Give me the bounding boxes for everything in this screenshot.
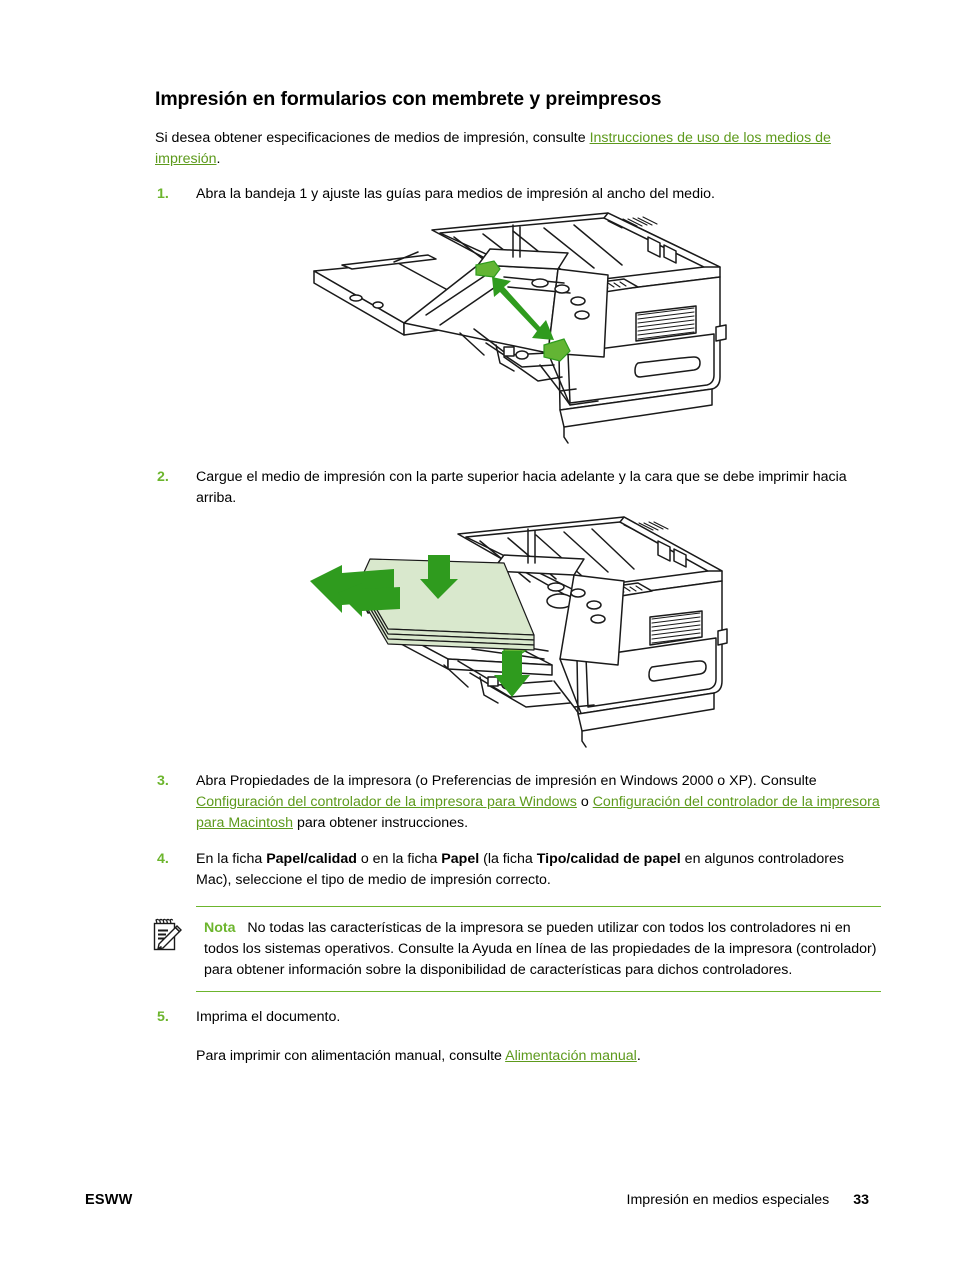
step-5-extra (196, 1046, 881, 1067)
note-callout (196, 906, 881, 992)
step-2 (155, 467, 881, 509)
step-4-number: 4. (157, 851, 169, 868)
step-5-number: 5. (157, 1009, 169, 1026)
step-1-text: Abra la bandeja 1 y ajuste las guías para medios de impresión al ancho del medio. (196, 186, 715, 203)
step-4-text-4: en algunos controladores Mac), seleccione el tipo de medio de impresión correcto. (196, 851, 845, 889)
spacer (196, 1028, 881, 1046)
page-content (155, 88, 881, 1067)
step-5-text: Imprima el documento. (196, 1009, 341, 1026)
note-pad-pencil-icon (152, 918, 184, 952)
figure-printer-tray1-open (155, 205, 881, 467)
note-label: Nota (204, 920, 236, 937)
step-4-text-3: (la ficha (479, 851, 537, 868)
step-3-text (196, 771, 881, 834)
note-text (196, 918, 881, 981)
footer-section (627, 1192, 869, 1208)
link-alimentacion-manual[interactable]: Alimentación manual (505, 1048, 637, 1065)
step-2-number: 2. (157, 469, 169, 486)
spacer (155, 891, 881, 906)
note-body: No todas las características de la impresora se pueden utilizar con todos los controladores ni en todos los sistemas operativos. Consulte la Ayuda en línea de las propiedades de la impresora (controlador) para obtener información sobre la disponibilidad de características para dichos controladores. (204, 920, 877, 979)
step-5 (155, 1007, 881, 1067)
step-4-bold-tipo-calidad-papel: Tipo/calidad de papel (536, 851, 681, 868)
step-4-bold-papel: Papel (441, 851, 480, 868)
step-2-text: Cargue el medio de impresión con la parte superior hacia adelante y la cara que se debe imprimir hacia arriba. (196, 469, 847, 507)
spacer (155, 992, 881, 1007)
steps-list (155, 184, 881, 1067)
footer-section-title: Impresión en medios especiales (626, 1192, 830, 1208)
step-5-extra-after: . (636, 1048, 641, 1065)
link-instrucciones-medios[interactable]: Instrucciones de uso de los medios de impresión (155, 130, 831, 168)
step-4-text (196, 849, 881, 891)
step-3-text-2: o (576, 794, 593, 811)
step-3 (155, 771, 881, 834)
page-footer (0, 1192, 954, 1214)
footer-page-number: 33 (853, 1192, 869, 1208)
page-title: Impresión en formularios con membrete y preimpresos (155, 88, 662, 110)
step-1-number: 1. (157, 186, 169, 203)
step-4-text-1: En la ficha (196, 851, 267, 868)
step-3-number: 3. (157, 773, 169, 790)
step-3-text-1: Abra Propiedades de la impresora (o Preferencias de impresión en Windows 2000 o XP). Consulte (196, 773, 817, 790)
figure-printer-load-media (155, 509, 881, 771)
link-config-controlador-macintosh[interactable]: Configuración del controlador de la impresora para Macintosh (196, 794, 880, 832)
step-4-bold-papel-calidad: Papel/calidad (266, 851, 357, 868)
step-4 (155, 849, 881, 891)
step-1 (155, 184, 881, 205)
step-4-text-2: o en la ficha (356, 851, 442, 868)
spacer (155, 834, 881, 849)
step-5-extra-before: Para imprimir con alimentación manual, consulte (196, 1048, 506, 1065)
link-config-controlador-windows[interactable]: Configuración del controlador de la impresora para Windows (196, 794, 577, 811)
intro-text-after: . (216, 151, 221, 168)
intro-text-before: Si desea obtener especificaciones de medios de impresión, consulte (155, 130, 590, 147)
footer-locale: ESWW (85, 1192, 133, 1208)
intro-paragraph (155, 128, 881, 170)
step-3-text-3: para obtener instrucciones. (293, 815, 469, 832)
